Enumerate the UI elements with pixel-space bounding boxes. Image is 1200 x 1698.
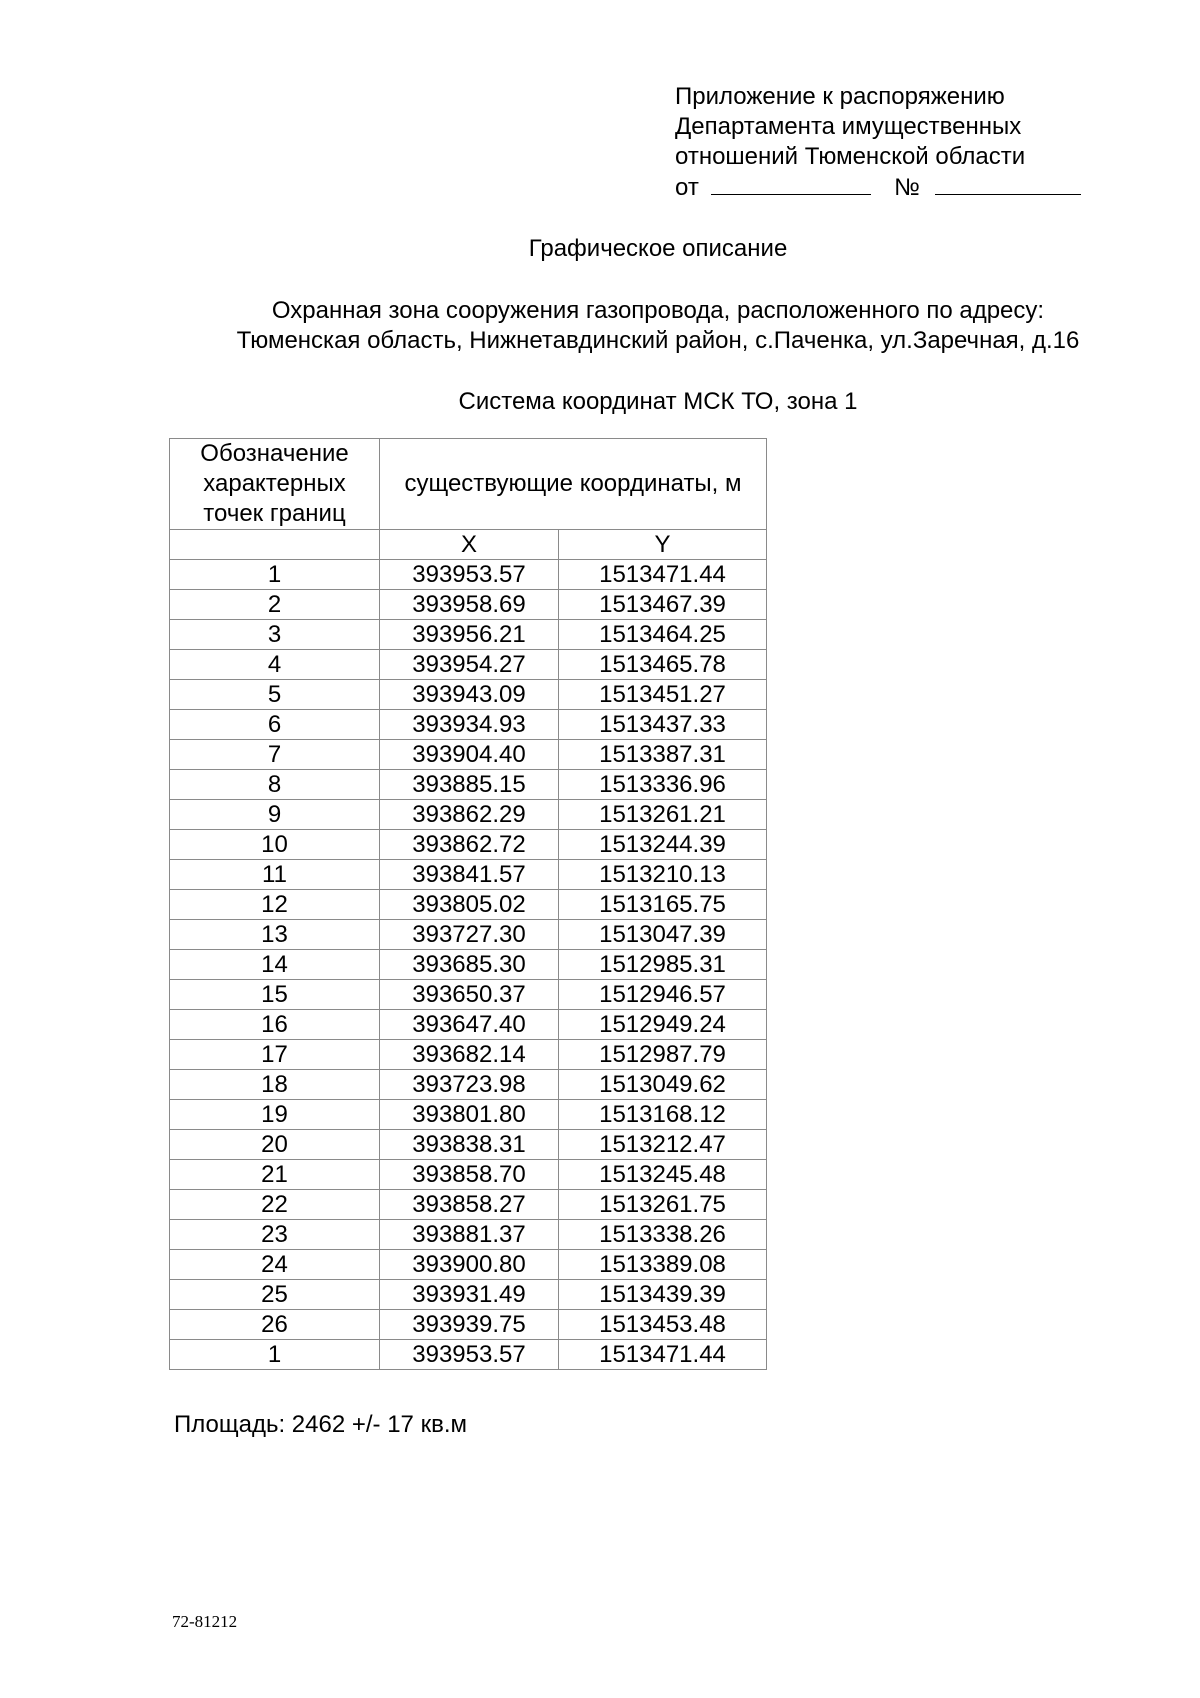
x-coordinate: 393953.57 <box>380 1340 559 1370</box>
table-row <box>170 1280 767 1310</box>
x-coordinate: 393904.40 <box>380 740 559 770</box>
y-coordinate: 1513453.48 <box>559 1310 767 1340</box>
table-row <box>170 1190 767 1220</box>
y-coordinate: 1513387.31 <box>559 740 767 770</box>
table-row <box>170 920 767 950</box>
footer-code: 72-81212 <box>172 1612 238 1631</box>
point-number: 26 <box>170 1310 380 1340</box>
date-blank <box>711 172 871 195</box>
table-row <box>170 1130 767 1160</box>
point-number: 10 <box>170 830 380 860</box>
point-number: 6 <box>170 710 380 740</box>
point-number: 14 <box>170 950 380 980</box>
point-number: 13 <box>170 920 380 950</box>
x-coordinate: 393900.80 <box>380 1250 559 1280</box>
y-coordinate: 1513338.26 <box>559 1220 767 1250</box>
y-coordinate: 1513261.75 <box>559 1190 767 1220</box>
x-coordinate: 393943.09 <box>380 680 559 710</box>
table-row <box>170 770 767 800</box>
y-coordinate: 1513471.44 <box>559 560 767 590</box>
y-coordinate: 1513049.62 <box>559 1070 767 1100</box>
y-coordinate: 1513437.33 <box>559 710 767 740</box>
number-label: № <box>894 174 920 201</box>
x-coordinate: 393862.72 <box>380 830 559 860</box>
header-point-label <box>170 439 380 530</box>
table-row <box>170 800 767 830</box>
table-row <box>170 620 767 650</box>
table-row <box>170 1070 767 1100</box>
table-row <box>170 1160 767 1190</box>
point-number: 3 <box>170 620 380 650</box>
header-coordinates: существующие координаты, м <box>380 439 767 530</box>
x-coordinate: 393956.21 <box>380 620 559 650</box>
y-coordinate: 1513210.13 <box>559 860 767 890</box>
x-coordinate: 393805.02 <box>380 890 559 920</box>
appendix-line-1: Приложение к распоряжению <box>675 83 1005 110</box>
y-coordinate: 1513464.25 <box>559 620 767 650</box>
x-coordinate: 393954.27 <box>380 650 559 680</box>
x-coordinate: 393953.57 <box>380 560 559 590</box>
point-number: 8 <box>170 770 380 800</box>
point-number: 23 <box>170 1220 380 1250</box>
y-coordinate: 1513471.44 <box>559 1340 767 1370</box>
table-row <box>170 680 767 710</box>
point-number: 5 <box>170 680 380 710</box>
table-header-row <box>170 439 767 530</box>
table-row <box>170 740 767 770</box>
appendix-date-number-line <box>675 172 1081 203</box>
point-number: 21 <box>170 1160 380 1190</box>
y-coordinate: 1513165.75 <box>559 890 767 920</box>
x-coordinate: 393685.30 <box>380 950 559 980</box>
table-row <box>170 560 767 590</box>
point-number: 19 <box>170 1100 380 1130</box>
number-blank <box>935 172 1081 195</box>
x-coordinate: 393881.37 <box>380 1220 559 1250</box>
y-coordinate: 1512946.57 <box>559 980 767 1010</box>
x-coordinate: 393682.14 <box>380 1040 559 1070</box>
header-label-line-3: точек границ <box>203 500 346 527</box>
x-coordinate: 393885.15 <box>380 770 559 800</box>
table-row <box>170 1310 767 1340</box>
x-coordinate: 393934.93 <box>380 710 559 740</box>
y-coordinate: 1513389.08 <box>559 1250 767 1280</box>
y-coordinate: 1513451.27 <box>559 680 767 710</box>
document-title: Графическое описание <box>528 235 788 262</box>
table-row <box>170 1220 767 1250</box>
y-coordinate: 1513047.39 <box>559 920 767 950</box>
point-number: 11 <box>170 860 380 890</box>
x-coordinate: 393858.70 <box>380 1160 559 1190</box>
point-number: 15 <box>170 980 380 1010</box>
x-coordinate: 393801.80 <box>380 1100 559 1130</box>
point-number: 9 <box>170 800 380 830</box>
x-coordinate: 393939.75 <box>380 1310 559 1340</box>
table-row <box>170 950 767 980</box>
x-coordinate: 393723.98 <box>380 1070 559 1100</box>
point-number: 1 <box>170 560 380 590</box>
subheader-y: Y <box>559 530 767 560</box>
y-coordinate: 1513439.39 <box>559 1280 767 1310</box>
point-number: 22 <box>170 1190 380 1220</box>
point-number: 25 <box>170 1280 380 1310</box>
appendix-line-2: Департамента имущественных <box>675 113 1022 140</box>
y-coordinate: 1512985.31 <box>559 950 767 980</box>
subheader-x: X <box>380 530 559 560</box>
table-row <box>170 1040 767 1070</box>
y-coordinate: 1513467.39 <box>559 590 767 620</box>
table-row <box>170 1340 767 1370</box>
point-number: 20 <box>170 1130 380 1160</box>
table-row <box>170 710 767 740</box>
table-row <box>170 1010 767 1040</box>
subject-line-2: Тюменская область, Нижнетавдинский район, с.Паченка, ул.Заречная, д.16 <box>236 327 1080 354</box>
table-row <box>170 860 767 890</box>
table-row <box>170 650 767 680</box>
subheader-empty <box>170 530 380 560</box>
y-coordinate: 1513336.96 <box>559 770 767 800</box>
header-label-line-2: характерных <box>203 470 346 497</box>
y-coordinate: 1513245.48 <box>559 1160 767 1190</box>
point-number: 7 <box>170 740 380 770</box>
y-coordinate: 1513244.39 <box>559 830 767 860</box>
table-row <box>170 830 767 860</box>
x-coordinate: 393727.30 <box>380 920 559 950</box>
point-number: 24 <box>170 1250 380 1280</box>
subject-line-1: Охранная зона сооружения газопровода, расположенного по адресу: <box>271 297 1045 324</box>
x-coordinate: 393647.40 <box>380 1010 559 1040</box>
y-coordinate: 1513168.12 <box>559 1100 767 1130</box>
table-row <box>170 1100 767 1130</box>
y-coordinate: 1512987.79 <box>559 1040 767 1070</box>
x-coordinate: 393958.69 <box>380 590 559 620</box>
y-coordinate: 1513261.21 <box>559 800 767 830</box>
x-coordinate: 393841.57 <box>380 860 559 890</box>
header-label-line-1: Обозначение <box>200 440 349 467</box>
point-number: 17 <box>170 1040 380 1070</box>
x-coordinate: 393858.27 <box>380 1190 559 1220</box>
point-number: 16 <box>170 1010 380 1040</box>
x-coordinate: 393838.31 <box>380 1130 559 1160</box>
coordinates-table <box>169 438 767 1370</box>
y-coordinate: 1513465.78 <box>559 650 767 680</box>
point-number: 18 <box>170 1070 380 1100</box>
table-row <box>170 590 767 620</box>
point-number: 12 <box>170 890 380 920</box>
x-coordinate: 393931.49 <box>380 1280 559 1310</box>
from-label: от <box>675 174 699 201</box>
point-number: 4 <box>170 650 380 680</box>
x-coordinate: 393862.29 <box>380 800 559 830</box>
x-coordinate: 393650.37 <box>380 980 559 1010</box>
y-coordinate: 1513212.47 <box>559 1130 767 1160</box>
table-row <box>170 1250 767 1280</box>
area-text: Площадь: 2462 +/- 17 кв.м <box>174 1411 467 1438</box>
point-number: 1 <box>170 1340 380 1370</box>
table-subheader-row <box>170 530 767 560</box>
coordinate-system: Система координат МСК ТО, зона 1 <box>458 388 858 415</box>
y-coordinate: 1512949.24 <box>559 1010 767 1040</box>
point-number: 2 <box>170 590 380 620</box>
table-row <box>170 890 767 920</box>
appendix-header <box>675 82 1081 203</box>
appendix-line-3: отношений Тюменской области <box>675 143 1026 170</box>
table-row <box>170 980 767 1010</box>
